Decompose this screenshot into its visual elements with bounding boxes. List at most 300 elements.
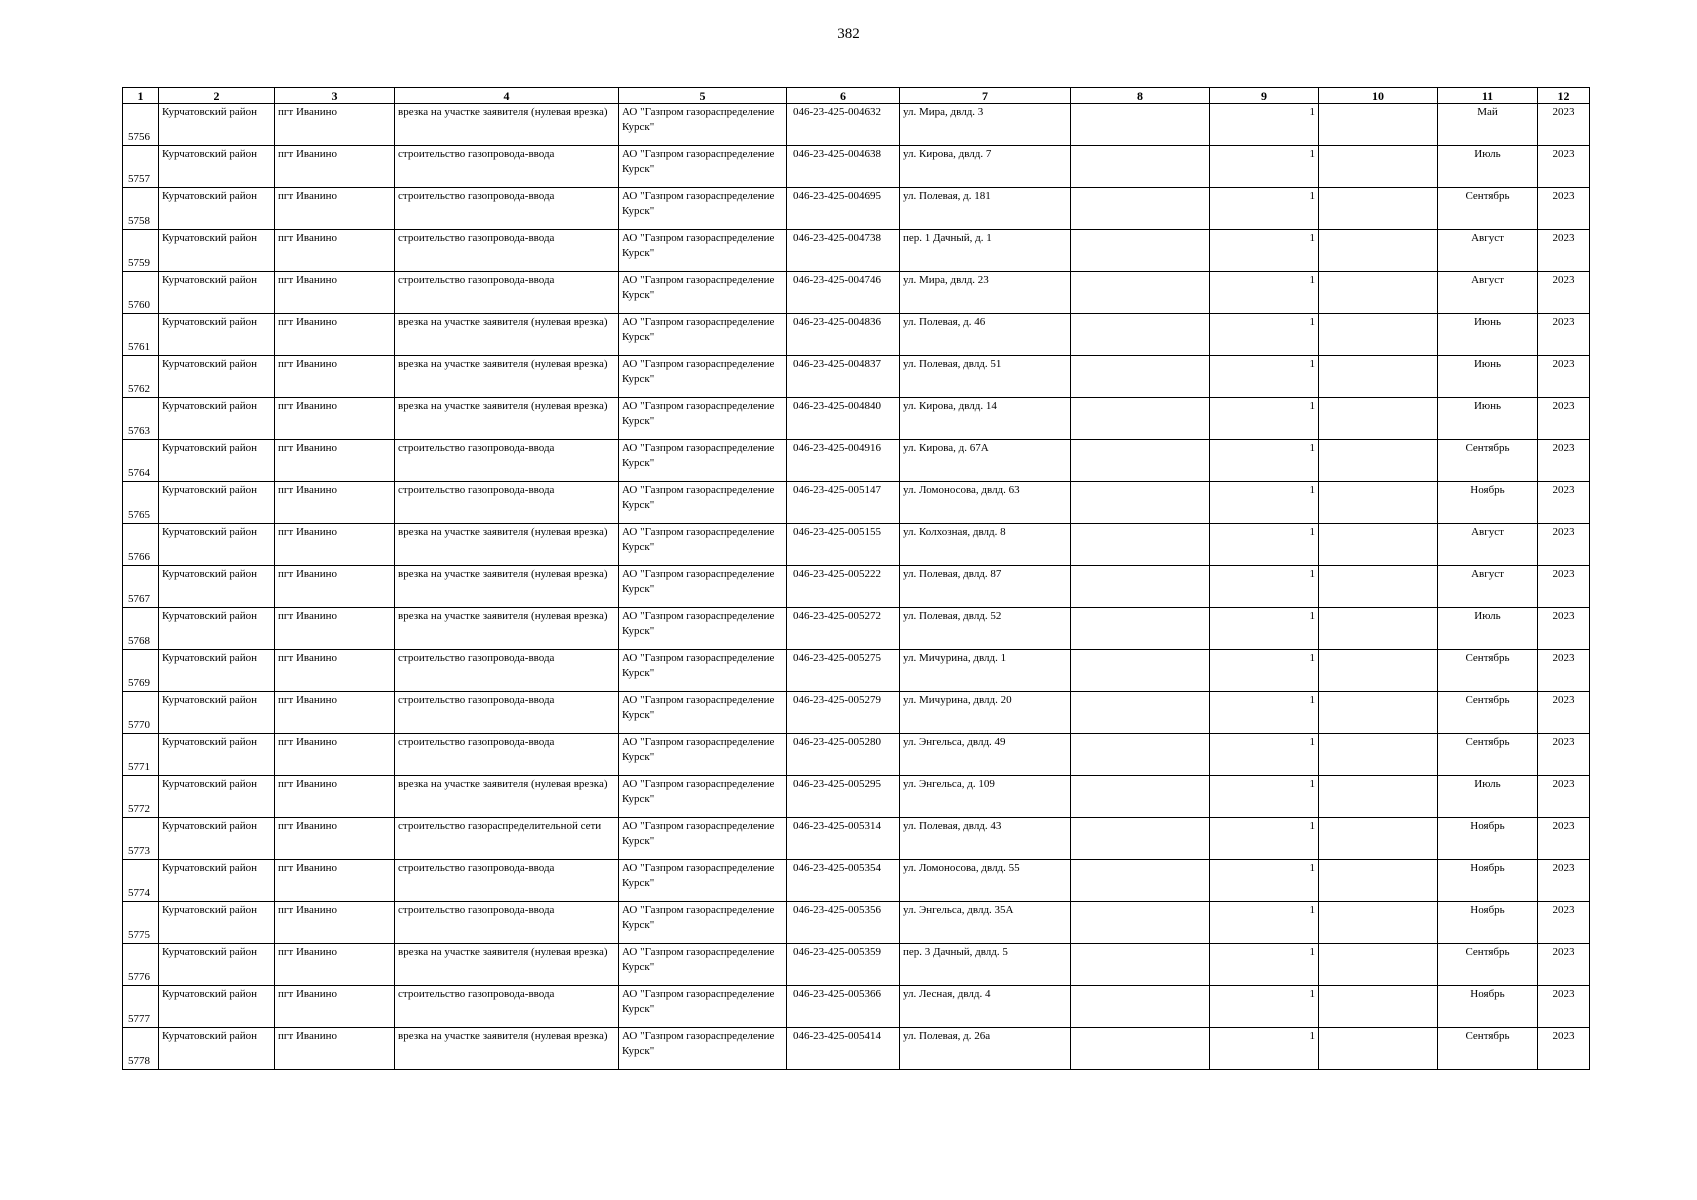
cell-month: Сентябрь (1438, 1028, 1538, 1070)
cell-row-number: 5760 (123, 272, 159, 314)
cell-col-10 (1319, 230, 1438, 272)
table-row (123, 524, 1590, 566)
cell-row-number: 5770 (123, 692, 159, 734)
cell-col-10 (1319, 314, 1438, 356)
cell-work-type: строительство газопровода-ввода (395, 482, 619, 524)
cell-month: Май (1438, 104, 1538, 146)
table-row (123, 398, 1590, 440)
cell-quantity: 1 (1210, 104, 1319, 146)
cell-row-number: 5764 (123, 440, 159, 482)
cell-application-code: 046-23-425-004916 (787, 440, 900, 482)
cell-district: Курчатовский район (159, 356, 275, 398)
cell-address: ул. Ломоносова, двлд. 55 (900, 860, 1071, 902)
cell-settlement: пгт Иванино (275, 776, 395, 818)
cell-settlement: пгт Иванино (275, 818, 395, 860)
cell-application-code: 046-23-425-004840 (787, 398, 900, 440)
cell-quantity: 1 (1210, 440, 1319, 482)
column-header-6: 6 (787, 88, 900, 104)
cell-month: Август (1438, 272, 1538, 314)
cell-settlement: пгт Иванино (275, 524, 395, 566)
column-header-3: 3 (275, 88, 395, 104)
cell-row-number: 5775 (123, 902, 159, 944)
cell-work-type: строительство газопровода-ввода (395, 272, 619, 314)
cell-work-type: строительство газопровода-ввода (395, 902, 619, 944)
cell-application-code: 046-23-425-004837 (787, 356, 900, 398)
cell-col-8 (1071, 1028, 1210, 1070)
table-row (123, 272, 1590, 314)
cell-district: Курчатовский район (159, 944, 275, 986)
table-row (123, 566, 1590, 608)
cell-settlement: пгт Иванино (275, 650, 395, 692)
cell-settlement: пгт Иванино (275, 146, 395, 188)
cell-district: Курчатовский район (159, 650, 275, 692)
cell-settlement: пгт Иванино (275, 356, 395, 398)
cell-col-10 (1319, 188, 1438, 230)
cell-month: Сентябрь (1438, 650, 1538, 692)
cell-address: ул. Полевая, д. 46 (900, 314, 1071, 356)
cell-col-10 (1319, 398, 1438, 440)
cell-application-code: 046-23-425-004632 (787, 104, 900, 146)
cell-row-number: 5765 (123, 482, 159, 524)
cell-address: ул. Полевая, д. 26а (900, 1028, 1071, 1070)
cell-address: ул. Полевая, двлд. 52 (900, 608, 1071, 650)
cell-month: Сентябрь (1438, 440, 1538, 482)
cell-col-8 (1071, 776, 1210, 818)
cell-month: Сентябрь (1438, 188, 1538, 230)
cell-application-code: 046-23-425-005147 (787, 482, 900, 524)
cell-year: 2023 (1538, 860, 1590, 902)
cell-year: 2023 (1538, 230, 1590, 272)
cell-year: 2023 (1538, 104, 1590, 146)
cell-work-type: врезка на участке заявителя (нулевая врезка) (395, 944, 619, 986)
table-row (123, 608, 1590, 650)
cell-address: ул. Полевая, двлд. 51 (900, 356, 1071, 398)
table-row (123, 440, 1590, 482)
cell-year: 2023 (1538, 272, 1590, 314)
cell-address: пер. 1 Дачный, д. 1 (900, 230, 1071, 272)
column-header-2: 2 (159, 88, 275, 104)
cell-settlement: пгт Иванино (275, 734, 395, 776)
cell-organization: АО "Газпром газораспределение Курск" (619, 314, 787, 356)
cell-application-code: 046-23-425-005356 (787, 902, 900, 944)
cell-row-number: 5758 (123, 188, 159, 230)
cell-col-8 (1071, 104, 1210, 146)
cell-organization: АО "Газпром газораспределение Курск" (619, 188, 787, 230)
cell-month: Ноябрь (1438, 902, 1538, 944)
cell-quantity: 1 (1210, 314, 1319, 356)
cell-col-8 (1071, 188, 1210, 230)
cell-row-number: 5774 (123, 860, 159, 902)
cell-work-type: врезка на участке заявителя (нулевая врезка) (395, 104, 619, 146)
cell-month: Июнь (1438, 314, 1538, 356)
cell-address: ул. Полевая, двлд. 87 (900, 566, 1071, 608)
table-row (123, 230, 1590, 272)
column-header-7: 7 (900, 88, 1071, 104)
cell-quantity: 1 (1210, 734, 1319, 776)
cell-organization: АО "Газпром газораспределение Курск" (619, 1028, 787, 1070)
table-row (123, 902, 1590, 944)
cell-row-number: 5772 (123, 776, 159, 818)
cell-year: 2023 (1538, 986, 1590, 1028)
cell-organization: АО "Газпром газораспределение Курск" (619, 104, 787, 146)
cell-district: Курчатовский район (159, 1028, 275, 1070)
cell-settlement: пгт Иванино (275, 398, 395, 440)
cell-month: Июль (1438, 146, 1538, 188)
cell-month: Июнь (1438, 398, 1538, 440)
cell-col-8 (1071, 566, 1210, 608)
cell-organization: АО "Газпром газораспределение Курск" (619, 776, 787, 818)
cell-row-number: 5767 (123, 566, 159, 608)
cell-year: 2023 (1538, 146, 1590, 188)
register-table (122, 87, 1590, 1070)
cell-address: пер. 3 Дачный, двлд. 5 (900, 944, 1071, 986)
cell-address: ул. Мичурина, двлд. 1 (900, 650, 1071, 692)
cell-year: 2023 (1538, 1028, 1590, 1070)
cell-row-number: 5756 (123, 104, 159, 146)
cell-col-10 (1319, 482, 1438, 524)
cell-organization: АО "Газпром газораспределение Курск" (619, 860, 787, 902)
cell-settlement: пгт Иванино (275, 986, 395, 1028)
cell-row-number: 5763 (123, 398, 159, 440)
cell-col-8 (1071, 230, 1210, 272)
cell-col-10 (1319, 734, 1438, 776)
cell-organization: АО "Газпром газораспределение Курск" (619, 692, 787, 734)
cell-col-8 (1071, 860, 1210, 902)
cell-work-type: строительство газопровода-ввода (395, 986, 619, 1028)
cell-col-10 (1319, 1028, 1438, 1070)
cell-application-code: 046-23-425-004695 (787, 188, 900, 230)
cell-col-8 (1071, 146, 1210, 188)
cell-year: 2023 (1538, 650, 1590, 692)
cell-col-8 (1071, 482, 1210, 524)
cell-district: Курчатовский район (159, 902, 275, 944)
cell-organization: АО "Газпром газораспределение Курск" (619, 482, 787, 524)
cell-row-number: 5762 (123, 356, 159, 398)
cell-district: Курчатовский район (159, 860, 275, 902)
cell-month: Ноябрь (1438, 482, 1538, 524)
cell-district: Курчатовский район (159, 272, 275, 314)
cell-work-type: врезка на участке заявителя (нулевая врезка) (395, 524, 619, 566)
cell-quantity: 1 (1210, 566, 1319, 608)
cell-application-code: 046-23-425-005359 (787, 944, 900, 986)
cell-col-8 (1071, 902, 1210, 944)
cell-organization: АО "Газпром газораспределение Курск" (619, 650, 787, 692)
cell-year: 2023 (1538, 818, 1590, 860)
table-row (123, 986, 1590, 1028)
cell-work-type: строительство газопровода-ввода (395, 692, 619, 734)
cell-col-10 (1319, 776, 1438, 818)
cell-year: 2023 (1538, 440, 1590, 482)
cell-col-10 (1319, 692, 1438, 734)
cell-address: ул. Мира, двлд. 23 (900, 272, 1071, 314)
cell-col-10 (1319, 104, 1438, 146)
cell-district: Курчатовский район (159, 776, 275, 818)
cell-work-type: врезка на участке заявителя (нулевая врезка) (395, 776, 619, 818)
cell-organization: АО "Газпром газораспределение Курск" (619, 524, 787, 566)
cell-address: ул. Мира, двлд. 3 (900, 104, 1071, 146)
cell-application-code: 046-23-425-005155 (787, 524, 900, 566)
cell-year: 2023 (1538, 776, 1590, 818)
cell-work-type: врезка на участке заявителя (нулевая врезка) (395, 314, 619, 356)
cell-work-type: строительство газопровода-ввода (395, 860, 619, 902)
column-header-9: 9 (1210, 88, 1319, 104)
cell-year: 2023 (1538, 398, 1590, 440)
cell-col-10 (1319, 608, 1438, 650)
cell-organization: АО "Газпром газораспределение Курск" (619, 566, 787, 608)
column-header-11: 11 (1438, 88, 1538, 104)
cell-application-code: 046-23-425-005279 (787, 692, 900, 734)
cell-col-10 (1319, 524, 1438, 566)
cell-settlement: пгт Иванино (275, 482, 395, 524)
cell-row-number: 5757 (123, 146, 159, 188)
cell-col-8 (1071, 314, 1210, 356)
cell-settlement: пгт Иванино (275, 272, 395, 314)
cell-district: Курчатовский район (159, 818, 275, 860)
cell-settlement: пгт Иванино (275, 692, 395, 734)
cell-address: ул. Колхозная, двлд. 8 (900, 524, 1071, 566)
cell-row-number: 5776 (123, 944, 159, 986)
cell-application-code: 046-23-425-004738 (787, 230, 900, 272)
cell-month: Август (1438, 566, 1538, 608)
cell-application-code: 046-23-425-005354 (787, 860, 900, 902)
table-body (123, 104, 1590, 1070)
cell-settlement: пгт Иванино (275, 944, 395, 986)
cell-work-type: врезка на участке заявителя (нулевая врезка) (395, 566, 619, 608)
cell-settlement: пгт Иванино (275, 314, 395, 356)
cell-work-type: строительство газопровода-ввода (395, 146, 619, 188)
cell-address: ул. Лесная, двлд. 4 (900, 986, 1071, 1028)
cell-application-code: 046-23-425-004836 (787, 314, 900, 356)
cell-col-8 (1071, 650, 1210, 692)
header-row (123, 88, 1590, 104)
cell-row-number: 5766 (123, 524, 159, 566)
cell-organization: АО "Газпром газораспределение Курск" (619, 818, 787, 860)
cell-col-8 (1071, 272, 1210, 314)
table-row (123, 356, 1590, 398)
cell-settlement: пгт Иванино (275, 902, 395, 944)
cell-quantity: 1 (1210, 482, 1319, 524)
cell-row-number: 5771 (123, 734, 159, 776)
table-row (123, 734, 1590, 776)
cell-settlement: пгт Иванино (275, 860, 395, 902)
cell-year: 2023 (1538, 944, 1590, 986)
cell-month: Сентябрь (1438, 944, 1538, 986)
cell-organization: АО "Газпром газораспределение Курск" (619, 986, 787, 1028)
cell-district: Курчатовский район (159, 524, 275, 566)
cell-application-code: 046-23-425-005280 (787, 734, 900, 776)
cell-application-code: 046-23-425-005275 (787, 650, 900, 692)
cell-quantity: 1 (1210, 398, 1319, 440)
cell-application-code: 046-23-425-005222 (787, 566, 900, 608)
cell-address: ул. Полевая, д. 181 (900, 188, 1071, 230)
cell-month: Ноябрь (1438, 818, 1538, 860)
cell-col-10 (1319, 986, 1438, 1028)
cell-month: Сентябрь (1438, 692, 1538, 734)
cell-district: Курчатовский район (159, 566, 275, 608)
cell-address: ул. Полевая, двлд. 43 (900, 818, 1071, 860)
cell-organization: АО "Газпром газораспределение Курск" (619, 272, 787, 314)
cell-month: Август (1438, 524, 1538, 566)
cell-district: Курчатовский район (159, 230, 275, 272)
cell-work-type: строительство газопровода-ввода (395, 440, 619, 482)
cell-settlement: пгт Иванино (275, 566, 395, 608)
table-row (123, 188, 1590, 230)
cell-col-10 (1319, 860, 1438, 902)
cell-col-8 (1071, 440, 1210, 482)
cell-address: ул. Кирова, д. 67А (900, 440, 1071, 482)
cell-application-code: 046-23-425-005295 (787, 776, 900, 818)
cell-month: Ноябрь (1438, 986, 1538, 1028)
cell-application-code: 046-23-425-005366 (787, 986, 900, 1028)
cell-col-10 (1319, 818, 1438, 860)
cell-application-code: 046-23-425-005314 (787, 818, 900, 860)
cell-quantity: 1 (1210, 692, 1319, 734)
cell-col-10 (1319, 566, 1438, 608)
cell-district: Курчатовский район (159, 146, 275, 188)
cell-district: Курчатовский район (159, 188, 275, 230)
cell-row-number: 5769 (123, 650, 159, 692)
cell-row-number: 5761 (123, 314, 159, 356)
cell-col-10 (1319, 272, 1438, 314)
cell-month: Июнь (1438, 356, 1538, 398)
cell-col-8 (1071, 692, 1210, 734)
cell-application-code: 046-23-425-005272 (787, 608, 900, 650)
column-header-10: 10 (1319, 88, 1438, 104)
cell-month: Сентябрь (1438, 734, 1538, 776)
cell-work-type: строительство газопровода-ввода (395, 734, 619, 776)
cell-col-8 (1071, 524, 1210, 566)
cell-col-8 (1071, 608, 1210, 650)
cell-district: Курчатовский район (159, 734, 275, 776)
cell-settlement: пгт Иванино (275, 104, 395, 146)
cell-quantity: 1 (1210, 230, 1319, 272)
table-row (123, 944, 1590, 986)
cell-settlement: пгт Иванино (275, 188, 395, 230)
cell-organization: АО "Газпром газораспределение Курск" (619, 230, 787, 272)
cell-district: Курчатовский район (159, 482, 275, 524)
cell-col-8 (1071, 944, 1210, 986)
cell-settlement: пгт Иванино (275, 230, 395, 272)
cell-application-code: 046-23-425-004638 (787, 146, 900, 188)
cell-work-type: строительство газопровода-ввода (395, 188, 619, 230)
cell-year: 2023 (1538, 734, 1590, 776)
cell-organization: АО "Газпром газораспределение Курск" (619, 440, 787, 482)
column-header-5: 5 (619, 88, 787, 104)
cell-work-type: врезка на участке заявителя (нулевая врезка) (395, 356, 619, 398)
cell-quantity: 1 (1210, 860, 1319, 902)
cell-work-type: строительство газораспределительной сети (395, 818, 619, 860)
cell-settlement: пгт Иванино (275, 608, 395, 650)
cell-organization: АО "Газпром газораспределение Курск" (619, 944, 787, 986)
cell-col-10 (1319, 146, 1438, 188)
cell-district: Курчатовский район (159, 398, 275, 440)
cell-year: 2023 (1538, 524, 1590, 566)
cell-col-10 (1319, 440, 1438, 482)
cell-work-type: врезка на участке заявителя (нулевая врезка) (395, 608, 619, 650)
cell-col-10 (1319, 944, 1438, 986)
cell-year: 2023 (1538, 692, 1590, 734)
cell-year: 2023 (1538, 314, 1590, 356)
cell-organization: АО "Газпром газораспределение Курск" (619, 356, 787, 398)
table-row (123, 818, 1590, 860)
cell-settlement: пгт Иванино (275, 1028, 395, 1070)
cell-col-8 (1071, 818, 1210, 860)
cell-col-10 (1319, 650, 1438, 692)
cell-district: Курчатовский район (159, 440, 275, 482)
cell-work-type: строительство газопровода-ввода (395, 230, 619, 272)
cell-quantity: 1 (1210, 188, 1319, 230)
cell-organization: АО "Газпром газораспределение Курск" (619, 608, 787, 650)
cell-application-code: 046-23-425-004746 (787, 272, 900, 314)
cell-district: Курчатовский район (159, 608, 275, 650)
cell-quantity: 1 (1210, 272, 1319, 314)
cell-address: ул. Ломоносова, двлд. 63 (900, 482, 1071, 524)
cell-work-type: врезка на участке заявителя (нулевая врезка) (395, 1028, 619, 1070)
table-row (123, 776, 1590, 818)
table-row (123, 314, 1590, 356)
cell-month: Август (1438, 230, 1538, 272)
cell-row-number: 5773 (123, 818, 159, 860)
cell-settlement: пгт Иванино (275, 440, 395, 482)
cell-organization: АО "Газпром газораспределение Курск" (619, 902, 787, 944)
cell-quantity: 1 (1210, 776, 1319, 818)
table-row (123, 692, 1590, 734)
cell-quantity: 1 (1210, 650, 1319, 692)
column-header-4: 4 (395, 88, 619, 104)
table-row (123, 482, 1590, 524)
cell-month: Июль (1438, 776, 1538, 818)
cell-year: 2023 (1538, 566, 1590, 608)
table-row (123, 104, 1590, 146)
page-number: 382 (837, 26, 860, 42)
column-header-1: 1 (123, 88, 159, 104)
cell-district: Курчатовский район (159, 104, 275, 146)
table-row (123, 146, 1590, 188)
cell-organization: АО "Газпром газораспределение Курск" (619, 398, 787, 440)
cell-work-type: врезка на участке заявителя (нулевая врезка) (395, 398, 619, 440)
column-header-8: 8 (1071, 88, 1210, 104)
cell-row-number: 5777 (123, 986, 159, 1028)
cell-col-8 (1071, 356, 1210, 398)
cell-work-type: строительство газопровода-ввода (395, 650, 619, 692)
cell-year: 2023 (1538, 356, 1590, 398)
cell-quantity: 1 (1210, 1028, 1319, 1070)
table-row (123, 650, 1590, 692)
cell-address: ул. Кирова, двлд. 14 (900, 398, 1071, 440)
cell-quantity: 1 (1210, 944, 1319, 986)
cell-address: ул. Энгельса, двлд. 49 (900, 734, 1071, 776)
cell-month: Июль (1438, 608, 1538, 650)
cell-quantity: 1 (1210, 986, 1319, 1028)
cell-address: ул. Кирова, двлд. 7 (900, 146, 1071, 188)
cell-year: 2023 (1538, 188, 1590, 230)
cell-year: 2023 (1538, 902, 1590, 944)
cell-quantity: 1 (1210, 902, 1319, 944)
cell-year: 2023 (1538, 608, 1590, 650)
cell-district: Курчатовский район (159, 692, 275, 734)
cell-col-10 (1319, 356, 1438, 398)
table-row (123, 1028, 1590, 1070)
cell-col-8 (1071, 398, 1210, 440)
cell-district: Курчатовский район (159, 986, 275, 1028)
cell-quantity: 1 (1210, 524, 1319, 566)
cell-quantity: 1 (1210, 356, 1319, 398)
cell-row-number: 5759 (123, 230, 159, 272)
cell-year: 2023 (1538, 482, 1590, 524)
cell-row-number: 5778 (123, 1028, 159, 1070)
cell-month: Ноябрь (1438, 860, 1538, 902)
cell-row-number: 5768 (123, 608, 159, 650)
